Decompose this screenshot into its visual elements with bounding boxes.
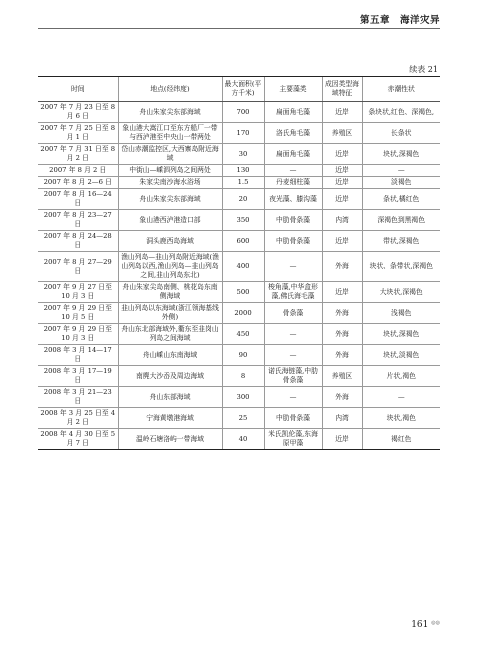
table-row [38,366,440,387]
table-row [38,429,440,450]
table-header-row [38,77,440,102]
cell-max-area: 40 [222,429,264,450]
cell-cause-type: 内湾 [322,408,362,429]
cell-characteristics: 浅褐色 [362,303,440,324]
cell-main-algae: — [264,324,322,345]
table-row [38,123,440,144]
page-number-value: 161 [411,620,429,630]
cell-cause-type: 外海 [322,324,362,345]
cell-location: 温岭石塘洛屿一带海域 [118,429,222,450]
table-row [38,177,440,189]
cell-max-area: 700 [222,102,264,123]
table-continued-label: 续表 21 [409,65,438,74]
cell-max-area: 8 [222,366,264,387]
cell-location: 宁海黄墩港海域 [118,408,222,429]
cell-location: 象山港西泸港造口部 [118,210,222,231]
cell-cause-type: 内湾 [322,210,362,231]
cell-location: 岱山赤潮监控区,大西寨岛附近海域 [118,144,222,165]
cell-time: 2008 年 4 月 30 日至 5 月 7 日 [38,429,118,450]
header-rule [38,28,440,29]
cell-characteristics: 块状,淡褐色 [362,345,440,366]
cell-characteristics: 淡褐色 [362,177,440,189]
table-row [38,303,440,324]
table-row [38,102,440,123]
cell-cause-type: 外海 [322,345,362,366]
cell-main-algae: — [264,387,322,408]
cell-location: 渔山列岛—韭山列岛附近海域(渔山列岛以西,渔山列岛—韭山列岛之间,韭山列岛东北) [118,252,222,282]
cell-location: 洞头鹿西岛海域 [118,231,222,252]
page-number [411,620,440,630]
table-row [38,231,440,252]
cell-characteristics: 深褐色到黑褐色 [362,210,440,231]
cell-location: 中街山—嵊泗列岛之间两处 [118,165,222,177]
cell-max-area: 1.5 [222,177,264,189]
cell-main-algae: 梭角藻,中华盒形藻,佛氏海毛藻 [264,282,322,303]
cell-time: 2007 年 7 月 25 日至 8 月 1 日 [38,123,118,144]
cell-max-area: 25 [222,408,264,429]
cell-characteristics: 块状,褐色 [362,408,440,429]
table-row [38,282,440,303]
table-row [38,144,440,165]
column-header-location: 地点(经纬度) [118,77,222,102]
cell-characteristics: — [362,387,440,408]
cell-location: 舟山朱家尖东部海域 [118,189,222,210]
column-header-cause-type: 成因类型海域特征 [322,77,362,102]
cell-main-algae: — [264,345,322,366]
cell-cause-type: 外海 [322,387,362,408]
cell-main-algae: 骨条藻 [264,303,322,324]
cell-main-algae: 米氏凯伦藻,东海原甲藻 [264,429,322,450]
cell-max-area: 2000 [222,303,264,324]
cell-characteristics: 大块状,深褐色 [362,282,440,303]
table-row [38,252,440,282]
cell-main-algae: 中肋骨条藻 [264,231,322,252]
cell-cause-type: 外海 [322,252,362,282]
cell-time: 2007 年 9 月 29 日至 10 月 3 日 [38,324,118,345]
table-row [38,210,440,231]
cell-max-area: 30 [222,144,264,165]
cell-time: 2007 年 8 月 23—27 日 [38,210,118,231]
column-header-main-algae: 主要藻类 [264,77,322,102]
cell-location: 舟山东部海域 [118,387,222,408]
cell-characteristics: 块状、条带状,深褐色 [362,252,440,282]
cell-main-algae: 诺氏海链藻,中肋骨条藻 [264,366,322,387]
cell-location: 舟山朱家尖岛南侧、桃花岛东南侧海域 [118,282,222,303]
cell-characteristics: 块状,深褐色 [362,324,440,345]
cell-max-area: 600 [222,231,264,252]
red-tide-table [38,76,440,450]
table-row [38,408,440,429]
cell-time: 2007 年 7 月 31 日至 8 月 2 日 [38,144,118,165]
cell-location: 舟山嵊山东南海域 [118,345,222,366]
cell-max-area: 130 [222,165,264,177]
cell-location: 朱家尖南沙海水浴场 [118,177,222,189]
cell-characteristics: 条状,橘红色 [362,189,440,210]
table-row [38,324,440,345]
cell-time: 2007 年 7 月 23 日至 8 月 6 日 [38,102,118,123]
cell-location: 南麂大沙岙及周边海域 [118,366,222,387]
column-header-max-area: 最大面积(平方千米) [222,77,264,102]
cell-cause-type: 近岸 [322,429,362,450]
cell-max-area: 20 [222,189,264,210]
cell-main-algae: 扁面角毛藻 [264,144,322,165]
cell-main-algae: — [264,165,322,177]
cell-cause-type: 近岸 [322,177,362,189]
cell-time: 2007 年 8 月 2—6 日 [38,177,118,189]
cell-cause-type: 近岸 [322,165,362,177]
cell-time: 2007 年 9 月 27 日至 10 月 3 日 [38,282,118,303]
cell-max-area: 90 [222,345,264,366]
cell-main-algae: 丹麦细柱藻 [264,177,322,189]
cell-main-algae: 中肋骨条藻 [264,210,322,231]
cell-time: 2007 年 8 月 2 日 [38,165,118,177]
cell-max-area: 350 [222,210,264,231]
cell-main-algae: 夜光藻、膝沟藻 [264,189,322,210]
cell-cause-type: 近岸 [322,102,362,123]
cell-cause-type: 近岸 [322,282,362,303]
cell-time: 2007 年 9 月 29 日至 10 月 5 日 [38,303,118,324]
cell-main-algae: — [264,252,322,282]
cell-characteristics: 块状,深褐色 [362,144,440,165]
cell-cause-type: 养殖区 [322,123,362,144]
table-row [38,165,440,177]
cell-cause-type: 近岸 [322,189,362,210]
cell-characteristics: 褐红色 [362,429,440,450]
cell-characteristics: 带状,深褐色 [362,231,440,252]
cell-max-area: 450 [222,324,264,345]
table-body [38,102,440,450]
cell-time: 2008 年 3 月 17—19 日 [38,366,118,387]
cell-cause-type: 近岸 [322,144,362,165]
cell-cause-type: 养殖区 [322,366,362,387]
cell-time: 2007 年 8 月 16—24 日 [38,189,118,210]
cell-max-area: 300 [222,387,264,408]
cell-main-algae: 中肋骨条藻 [264,408,322,429]
cell-main-algae: 洛氏角毛藻 [264,123,322,144]
cell-main-algae: 扁面角毛藻 [264,102,322,123]
cell-time: 2007 年 8 月 27—29 日 [38,252,118,282]
cell-location: 舟山朱家尖东部海域 [118,102,222,123]
cell-characteristics: 长条状 [362,123,440,144]
cell-characteristics: 条块状,红色、深褐色, [362,102,440,123]
table-row [38,189,440,210]
cell-time: 2008 年 3 月 14—17 日 [38,345,118,366]
cell-characteristics: — [362,165,440,177]
cell-max-area: 170 [222,123,264,144]
chapter-title: 第五章 海洋灾异 [359,15,440,26]
cell-cause-type: 近岸 [322,231,362,252]
cell-time: 2008 年 3 月 21—23 日 [38,387,118,408]
cell-max-area: 500 [222,282,264,303]
column-header-time: 时间 [38,77,118,102]
cell-cause-type: 外海 [322,303,362,324]
column-header-characteristics: 赤潮性状 [362,77,440,102]
cell-time: 2008 年 3 月 25 日至 4 月 2 日 [38,408,118,429]
cell-location: 舟山东北部海域外,衢东至韭岗山列岛之间海域 [118,324,222,345]
cell-location: 韭山列岛以东海域(浙江领海基线外侧) [118,303,222,324]
table-row [38,345,440,366]
cell-characteristics: 片状,褐色 [362,366,440,387]
table-row [38,387,440,408]
page-number-mark: ◎◎ [431,620,440,626]
cell-location: 象山港大嵩江口至东方船厂一带与西泸港至中央山一带两处 [118,123,222,144]
cell-max-area: 400 [222,252,264,282]
cell-time: 2007 年 8 月 24—28 日 [38,231,118,252]
